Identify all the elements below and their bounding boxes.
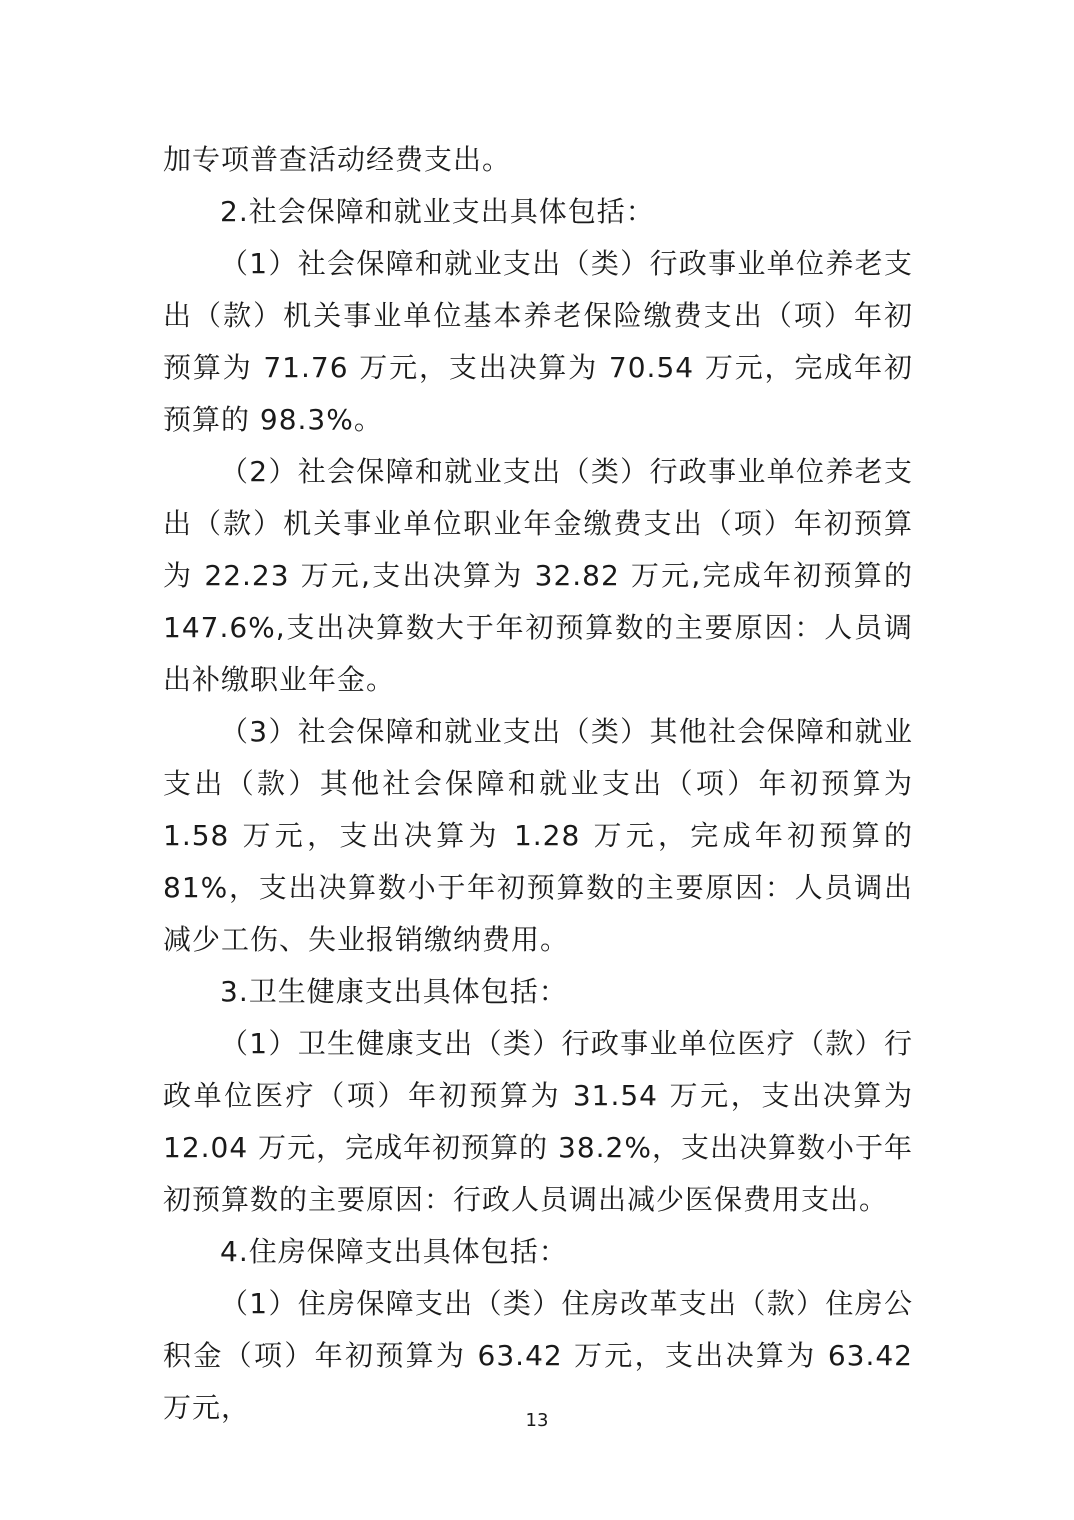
paragraph-other-social-security: （3）社会保障和就业支出（类）其他社会保障和就业支出（款）其他社会保障和就业支出（项）年初预算为 1.58 万元，支出决算为 1.28 万元，完成年初预算的 81%，支出决算数小于年初预算数的主要原因：人员调出减少工伤、失业报销缴纳费用。 — [163, 715, 913, 956]
body-text — [163, 134, 913, 1434]
paragraph-continuation: 加专项普查活动经费支出。 — [163, 143, 512, 176]
paragraph-medical: （1）卫生健康支出（类）行政事业单位医疗（款）行政单位医疗（项）年初预算为 31.54 万元，支出决算为 12.04 万元，完成年初预算的 38.2%，支出决算数小于年初预算数的主要原因：行政人员调出减少医保费用支出。 — [163, 1027, 913, 1216]
paragraph-pension-insurance: （1）社会保障和就业支出（类）行政事业单位养老支出（款）机关事业单位基本养老保险缴费支出（项）年初预算为 71.76 万元，支出决算为 70.54 万元，完成年初预算的 98.3%。 — [163, 247, 913, 436]
heading-housing: 4.住房保障支出具体包括： — [220, 1235, 568, 1268]
paragraph-housing-fund: （1）住房保障支出（类）住房改革支出（款）住房公积金（项）年初预算为 63.42 万元，支出决算为 63.42 万元， — [163, 1287, 913, 1424]
page-number: 13 — [525, 1410, 549, 1431]
heading-health: 3.卫生健康支出具体包括： — [220, 975, 568, 1008]
heading-social-security: 2.社会保障和就业支出具体包括： — [220, 195, 655, 228]
paragraph-occupational-annuity: （2）社会保障和就业支出（类）行政事业单位养老支出（款）机关事业单位职业年金缴费支出（项）年初预算为 22.23 万元,支出决算为 32.82 万元,完成年初预算的 147.6%,支出决算数大于年初预算数的主要原因：人员调出补缴职业年金。 — [163, 455, 913, 696]
